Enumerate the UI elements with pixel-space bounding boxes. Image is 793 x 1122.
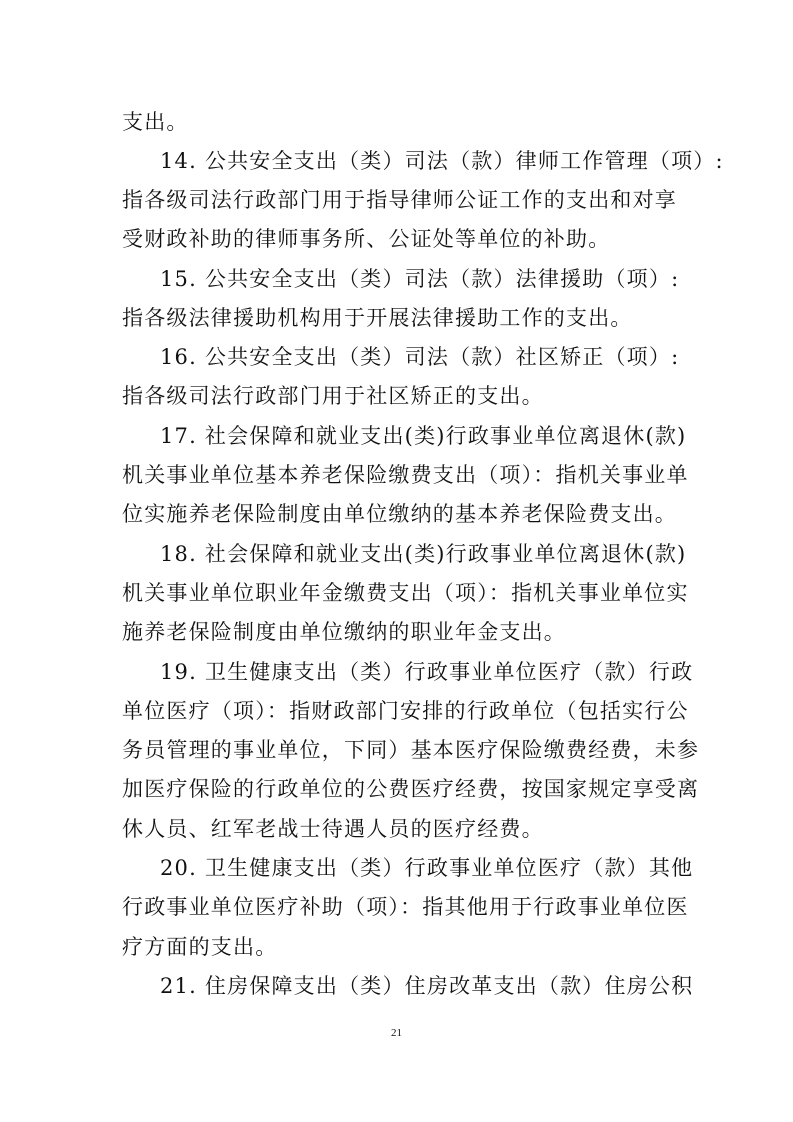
- item-16-heading: 16. 公共安全支出（类）司法（款）社区矫正（项）:: [160, 345, 680, 369]
- text-line-11: 位实施养老保险制度由单位缴纳的基本养老保险费支出。: [122, 502, 677, 526]
- text-line-3: 指各级司法行政部门用于指导律师公证工作的支出和对享: [122, 188, 677, 212]
- item-15-heading: 15. 公共安全支出（类）司法（款）法律援助（项）:: [160, 267, 680, 291]
- text-line-16: 单位医疗（项）：指财政部门安排的行政单位（包括实行公: [122, 699, 689, 723]
- item-17-heading: 17. 社会保障和就业支出(类)行政事业单位离退休(款): [160, 424, 687, 448]
- page-number: 21: [391, 1027, 402, 1039]
- text-line-22: 疗方面的支出。: [122, 935, 278, 959]
- text-line-14: 施养老保险制度由单位缴纳的职业年金支出。: [122, 620, 566, 644]
- text-line-4: 受财政补助的律师事务所、公证处等单位的补助。: [122, 227, 611, 251]
- item-19-heading: 19. 卫生健康支出（类）行政事业单位医疗（款）行政: [160, 660, 694, 684]
- text-line-17: 务员管理的事业单位，下同）基本医疗保险缴费经费，未参: [122, 738, 700, 762]
- text-line-21: 行政事业单位医疗补助（项）：指其他用于行政事业单位医: [122, 895, 689, 919]
- text-line-8: 指各级司法行政部门用于社区矫正的支出。: [122, 384, 544, 408]
- item-21-heading: 21. 住房保障支出（类）住房改革支出（款）住房公积: [160, 974, 694, 998]
- text-line-1: 支出。: [122, 110, 189, 134]
- text-line-10: 机关事业单位基本养老保险缴费支出（项）：指机关事业单: [122, 463, 689, 487]
- item-14-heading: 14. 公共安全支出（类）司法（款）律师工作管理（项）:: [160, 149, 724, 173]
- item-20-heading: 20. 卫生健康支出（类）行政事业单位医疗（款）其他: [160, 856, 694, 880]
- item-18-heading: 18. 社会保障和就业支出(类)行政事业单位离退休(款): [160, 542, 687, 566]
- text-line-6: 指各级法律援助机构用于开展法律援助工作的支出。: [122, 306, 633, 330]
- text-line-18: 加医疗保险的行政单位的公费医疗经费，按国家规定享受离: [122, 777, 700, 801]
- text-line-13: 机关事业单位职业年金缴费支出（项）：指机关事业单位实: [122, 581, 689, 605]
- text-line-19: 休人员、红军老战士待遇人员的医疗经费。: [122, 817, 544, 841]
